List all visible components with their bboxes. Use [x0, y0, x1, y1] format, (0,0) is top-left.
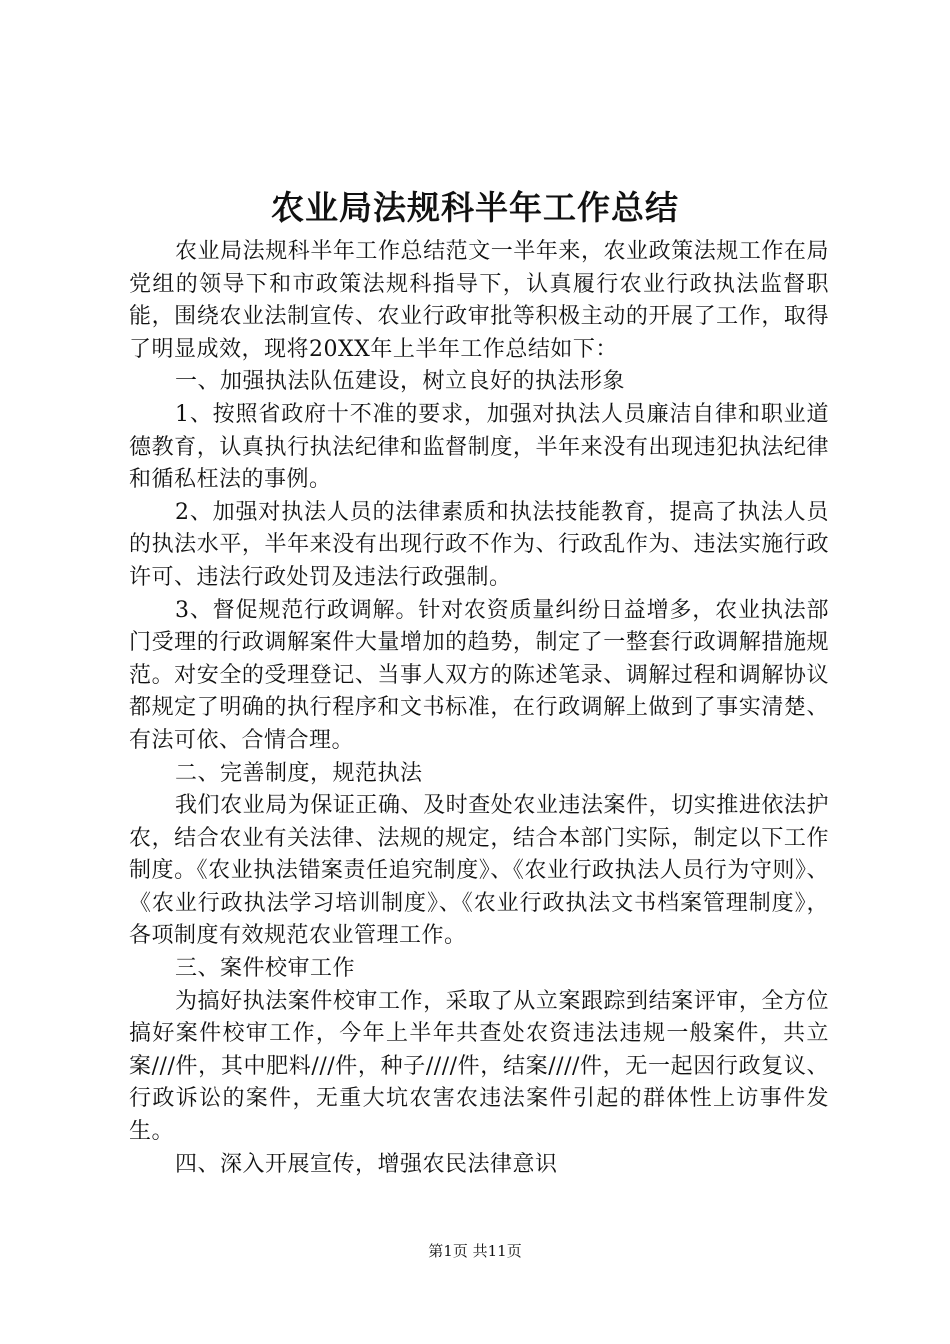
section-heading-4: 四、深入开展宣传，增强农民法律意识: [175, 1151, 558, 1177]
page-footer: 第1页 共11页: [428, 1242, 522, 1260]
paragraph-system: 我们农业局为保证正确、及时查处农业违法案件，切实推进依法护农，结合农业有关法律、法规的规定，结合本部门实际，制定以下工作制度。《农业执法错案责任追究制度》、《农业行政执法人员行为守则》、《农业行政执法学习培训制度》、《农业行政执法文书档案管理制度》，各项制度有效规范农业管理工作。: [129, 793, 829, 949]
section-heading-2: 二、完善制度，规范执法: [175, 760, 423, 786]
section-heading-1: 一、加强执法队伍建设，树立良好的执法形象: [175, 369, 626, 395]
document-title: 农业局法规科半年工作总结: [271, 188, 679, 227]
document-body: [129, 236, 829, 1181]
paragraph-item-3: 3、督促规范行政调解。针对农资质量纠纷日益增多，农业执法部门受理的行政调解案件大量增加的趋势，制定了一整套行政调解措施规范。对安全的受理登记、当事人双方的陈述笔录、调解过程和调解协议都规定了明确的执行程序和文书标准，在行政调解上做到了事实清楚、有法可依、合情合理。: [129, 597, 829, 753]
paragraph-item-1: 1、按照省政府十不准的要求，加强对执法人员廉洁自律和职业道德教育，认真执行执法纪律和监督制度，半年来没有出现违犯执法纪律和循私枉法的事例。: [129, 401, 829, 493]
paragraph-case-review: 为搞好执法案件校审工作，采取了从立案跟踪到结案评审，全方位搞好案件校审工作，今年上半年共查处农资违法违规一般案件，共立案///件，其中肥料///件，种子////件，结案////件，无一起因行政复议、行政诉讼的案件，无重大坑农害农违法案件引起的群体性上访事件发生。: [129, 988, 829, 1145]
intro-paragraph: 农业局法规科半年工作总结范文一半年来，农业政策法规工作在局党组的领导下和市政策法规科指导下，认真履行农业行政执法监督职能，围绕农业法制宣传、农业行政审批等积极主动的开展了工作，取得了明显成效，现将20XX年上半年工作总结如下：: [129, 239, 829, 362]
section-heading-3: 三、案件校审工作: [175, 956, 356, 982]
paragraph-item-2: 2、加强对执法人员的法律素质和执法技能教育，提高了执法人员的执法水平，半年来没有出现行政不作为、行政乱作为、违法实施行政许可、违法行政处罚及违法行政强制。: [129, 499, 829, 590]
